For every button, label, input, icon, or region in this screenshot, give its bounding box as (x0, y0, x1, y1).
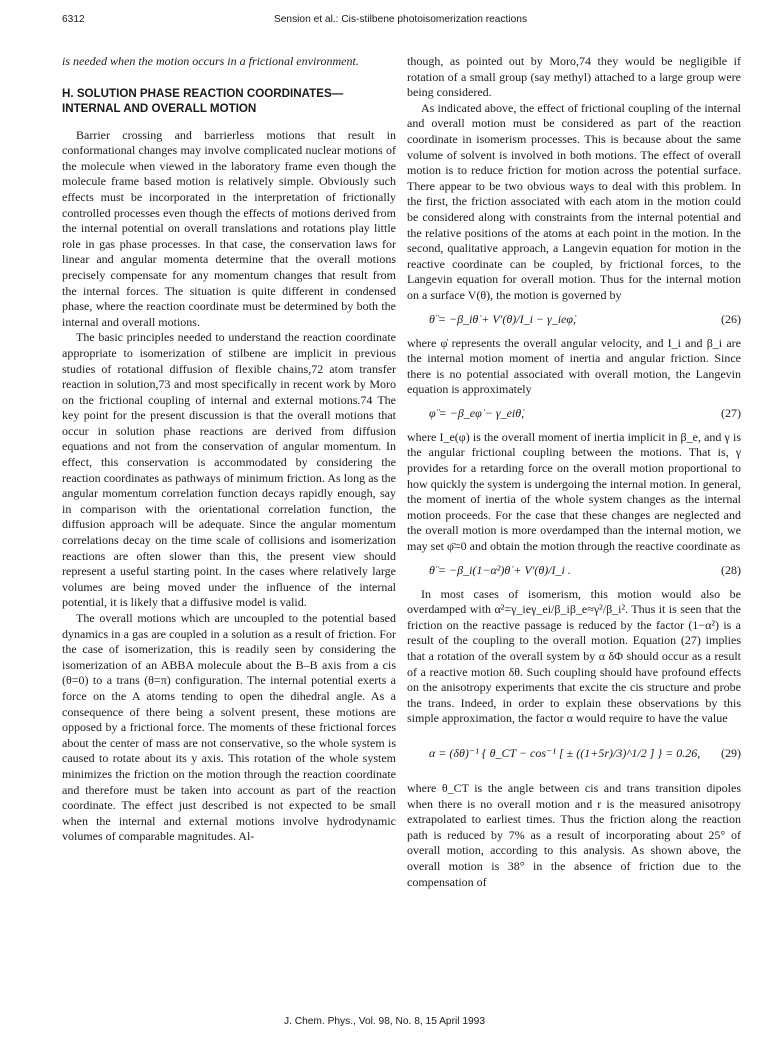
equation-26 (407, 310, 741, 330)
equation-29-number: (29) (721, 746, 741, 761)
equation-29 (407, 737, 741, 771)
section-heading: H. SOLUTION PHASE REACTION COORDINATES— INTERNAL AND OVERALL MOTION (62, 86, 344, 115)
right-paragraph-2: As indicated above, the effect of frictional coupling of the internal and overall motion must be considered as part of the reaction coordinate in isomerism processes. This is because about the same volume of solvent is involved in both motions. The effect of overall motion is to reduce friction for motion across the potential surface. There appear to be two obvious ways to deal with this problem. In the first, the friction associated with each atom in the motion could be considered along with constraints from the internal potential and the relative positions of the atoms at each point in the motion. In the second, qualitative approach, a Langevin equation for motion in the reactive coordinate can be coupled, by frictional forces, to the Langevin equation for overall motion. Thus for the internal motion on a surface V(θ), the motion is governed by (407, 100, 741, 302)
equation-27-number: (27) (721, 406, 741, 421)
right-paragraph-4: where I_e(φ) is the overall moment of inertia implicit in β_e, and γ is the angular frictional coupling between the motions. That is, γ provides for a retarding force on the overall motion proportional to how quickly the system is undergoing the internal motion. In general, the moment of inertia of the whole system changes as the internal motion proceeds. For the case that these changes are neglected and the overall motion is more overdamped than the internal motion, we may set φ̈=0 and obtain the motion through the reactive coordinate as (407, 429, 741, 554)
left-paragraph-3: The overall motions which are uncoupled to the potential based dynamics in a gas are coupled in a solution as a result of friction. For the case of isomerization, this is readily seen by considering the isomerization of an ABBA molecule about the B–B axis from a cis (θ=0) to a trans (θ=π) configuration. The internal potential exerts a force on the A atoms tending to open the dihedral angle. As a consequence of there being a solvent present, these motions are opposed by a frictional force. The moments of these frictional forces about the center of mass are not conservative, so the whole system is caused to rotate about its y axis. This rotation of the whole system minimizes the friction on the motion through the reaction coordinate and therefore must be taken into account as part of the reaction coordinate. The effect just described is not expected to be small when the internal and external motions involve hydrodynamic volumes of comparable magnitudes. Al- (62, 611, 396, 844)
running-header (62, 14, 739, 28)
right-paragraph-6: where θ_CT is the angle between cis and trans transition dipoles when there is no overall motion and r is the measured anisotropy extrapolated to earliest times. Thus the friction along the reaction path is reduced by 7% as a result of incorporating about 25° of overall motion, according to this analysis. As shown above, the overall motion is 38° in the absence of friction due to the compensation of (407, 780, 741, 889)
equation-26-number: (26) (721, 311, 741, 326)
left-paragraph-1: Barrier crossing and barrierless motions that result in conformational changes may involve complicated nuclear motions of the molecule when viewed in the laboratory frame even though the molecule frame based motion is relatively simple. Obviously such effects must be incorporated in the interpretation of frictionally controlled processes even though the effects of motions derived from the internal potential on overall translations and rotations play little role in gas phase processes. In that case, the conservation laws for linear and angular momenta determine that the overall motions precisely compensate for any momentum changes that result from the internal forces. The situation is quite different in condensed phase, where the reaction coordinate must be determined by both the internal and overall motions. (62, 127, 396, 329)
equation-27 (407, 404, 741, 424)
right-paragraph-3: where φ̇ represents the overall angular velocity, and I_i and β_i are the internal motion moment of inertia and angular friction. Since there is no potential associated with overall motion, the Langevin equation is approximately (407, 335, 741, 397)
equation-27-body: φ̈ = −β_eφ̇ − γ_eiθ̇, (429, 406, 525, 421)
equation-26-body: θ̈ = −β_iθ̇ + V′(θ)/I_i − γ_ieφ̇, (429, 311, 577, 326)
equation-28-number: (28) (721, 562, 741, 577)
page-number: 6312 (62, 14, 85, 25)
left-paragraph-2: The basic principles needed to understand the reaction coordinate appropriate to isomerization of stilbene are implicit in previous studies of rotational diffusion of flexible chains,72 atom transfer reaction in solution,73 and most specifically in recent work by Moro on the frictional coupling of internal and external motions.74 The key point for the present discussion is that the overall motions that occur in solution phase reactions are derived from diffusion equations and not from the conservation of angular momentum. In effect, this conservation is accommodated by considering the reaction coordinates as pathways of minimum friction. As long as the angular momentum correlation function decays rapidly enough, say in comparison with the orientational correlation function, the diffusion approach will be adequate. Since the angular momentum correlations decay on the time scale of collisions and isomerization reactions are often slower than this, the present view should represent a useful starting point. In the cases where relatively large volumes are being moved under the influence of the internal potential, it is likely that a diffusive model is valid. (62, 330, 396, 610)
equation-28-body: θ̈ = −β_i(1−α²)θ̇ + V′(θ)/I_i . (429, 562, 571, 577)
intro-fragment: is needed when the motion occurs in a frictional environment. (62, 54, 359, 68)
right-paragraph-5: In most cases of isomerism, this motion would also be overdamped with α²=γ_ieγ_ei/β_iβ_e≈γ²/β_i². Thus it is seen that the friction on the reactive passage is reduced by the factor (1−α²) is a result of the coupling to the overall motion. Equation (27) implies that a rotation of the overall system by α δΦ should occur as a result of a reactive motion δθ. Such coupling should have profound effects on the anisotropy experiments that excite the cis structure and probe the trans. Indeed, in order to explain these observations by this simple approximation, the factor α would require to have the value (407, 586, 741, 726)
equation-28 (407, 561, 741, 581)
running-title: Sension et al.: Cis-stilbene photoisomerization reactions (273, 14, 528, 25)
right-paragraph-1: though, as pointed out by Moro,74 they would be negligible if rotation of a small group (say methyl) attached to a large group were being considered. (407, 54, 741, 100)
journal-citation-footer: J. Chem. Phys., Vol. 98, No. 8, 15 April 1993 (283, 1016, 486, 1027)
right-column (407, 54, 741, 890)
left-column (62, 54, 396, 845)
equation-29-body: α = (δθ)⁻¹ { θ_CT − cos⁻¹ [ ± ((1+5r)/3)^1/2 ] } = 0.26, (429, 746, 701, 761)
